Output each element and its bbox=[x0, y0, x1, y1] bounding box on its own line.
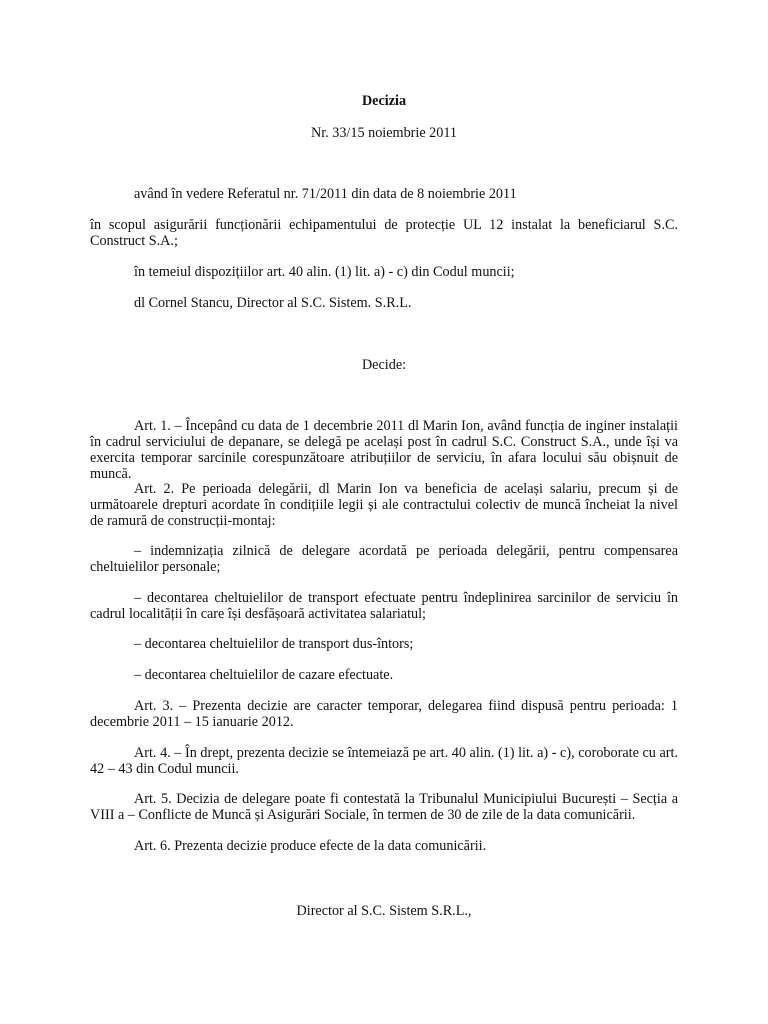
article-1: Art. 1. – Începând cu data de 1 decembrie 2011 dl Marin Ion, având funcția de inginer instalații în cadrul serviciului de depanare, se delegă pe același post în cadrul S.C. Construct S.A., unde își va exercita temporar sarcinile corespunzătoare atribuțiilor de serviciu, în afara locului său obișnuit de muncă. bbox=[90, 418, 678, 482]
preamble-legal-basis: în temeiul dispozițiilor art. 40 alin. (1) lit. a) - c) din Codul muncii; bbox=[134, 264, 515, 280]
article-2-item-2: – decontarea cheltuielilor de transport efectuate pentru îndeplinirea sarcinilor de serviciu în cadrul localității în care își desfășoară activitatea salariatul; bbox=[90, 590, 678, 622]
article-5: Art. 5. Decizia de delegare poate fi contestată la Tribunalul Municipiului București – Secția a VIII a – Conflicte de Muncă și Asigurări Sociale, în termen de 30 de zile de la data comunicării. bbox=[90, 791, 678, 823]
document-title: Decizia bbox=[361, 93, 407, 109]
article-2-item-4: – decontarea cheltuielilor de cazare efectuate. bbox=[134, 667, 394, 683]
preamble-scope: în scopul asigurării funcționării echipamentului de protecție UL 12 instalat la beneficiarul S.C. Construct S.A.; bbox=[90, 217, 678, 249]
article-2: Art. 2. Pe perioada delegării, dl Marin Ion va beneficia de același salariu, precum și de următoarele drepturi acordate în condițiile legii și ale contractului colectiv de muncă încheiat la nivel de ramură de construcții-montaj: bbox=[90, 481, 678, 529]
article-2-item-3: – decontarea cheltuielilor de transport dus-întors; bbox=[134, 636, 414, 652]
article-6: Art. 6. Prezenta decizie produce efecte de la data comunicării. bbox=[134, 838, 487, 854]
preamble-director: dl Cornel Stancu, Director al S.C. Sistem. S.R.L. bbox=[134, 295, 412, 311]
article-4: Art. 4. – În drept, prezenta decizie se întemeiază pe art. 40 alin. (1) lit. a) - c), coroborate cu art. 42 – 43 din Codul muncii. bbox=[90, 745, 678, 777]
signature-line: Director al S.C. Sistem S.R.L., bbox=[296, 903, 472, 919]
document-number: Nr. 33/15 noiembrie 2011 bbox=[310, 125, 458, 141]
article-3: Art. 3. – Prezenta decizie are caracter temporar, delegarea fiind dispusă pentru perioada: 1 decembrie 2011 – 15 ianuarie 2012. bbox=[90, 698, 678, 730]
decide-heading: Decide: bbox=[361, 357, 407, 373]
article-2-item-1: – indemnizația zilnică de delegare acordată pe perioada delegării, pentru compensarea cheltuielilor personale; bbox=[90, 543, 678, 575]
preamble-referat: având în vedere Referatul nr. 71/2011 din data de 8 noiembrie 2011 bbox=[134, 186, 517, 202]
